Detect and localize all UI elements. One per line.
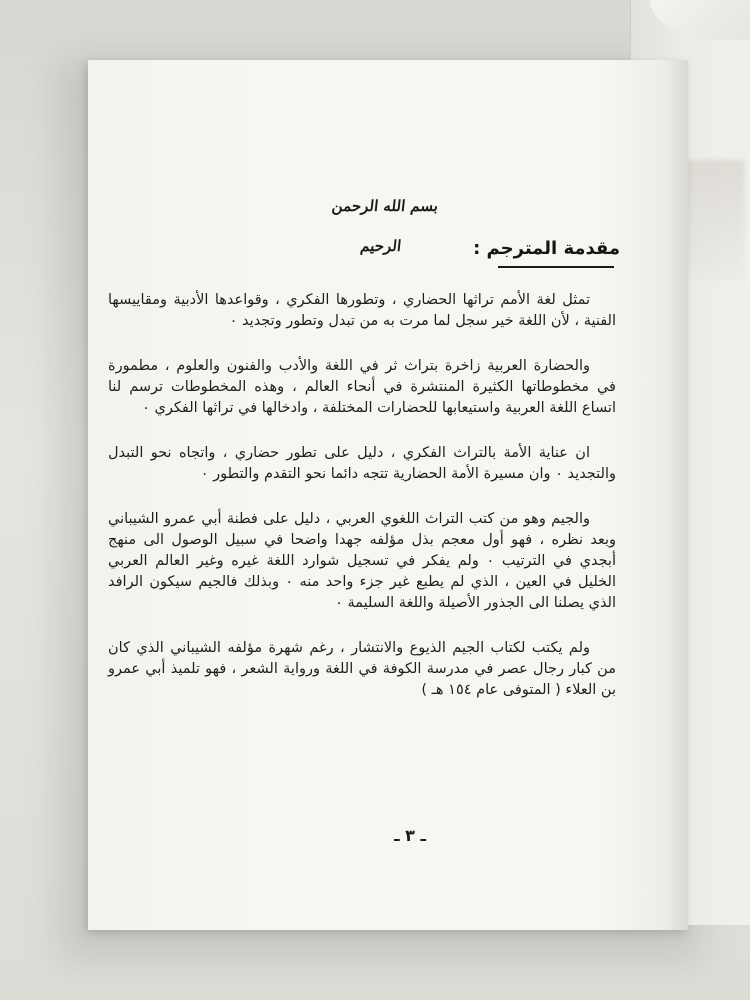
paragraph-3: ان عناية الأمة بالتراث الفكري ، دليل على تطور حضاري ، واتجاه نحو التبدل والتجديد ٠ وان مسيرة الأمة الحضارية تتجه دائما نحو التقدم والتطور ٠ (108, 445, 616, 482)
paragraph-5: ولم يكتب لكتاب الجيم الذيوع والانتشار ، رغم شهرة مؤلفه الشيباني الذي كان من كبار رجال عصر في مدرسة الكوفة في اللغة ورواية الشعر ، فهو تلميذ أبي عمرو بن العلاء ( المتوفى عام ١٥٤ هـ ) (108, 640, 616, 698)
paragraph-2: والحضارة العربية زاخرة بتراث ثر في اللغة والأدب والفنون والعلوم ، مطمورة في مخطوطاتها الكثيرة المنتشرة في أنحاء العالم ، وهذه المخطوطات ترسم لنا اتساع اللغة العربية واستيعابها للحضارات المختلفة ، وادخالها في تراثها الفكري ٠ (108, 358, 616, 416)
paragraph-1: تمثل لغة الأمم تراثها الحضاري ، وتطورها الفكري ، وقواعدها الأدبية ومقاييسها الفنية ، لأن اللغة خير سجل لما مرت به من تبدل وتطور وتجديد ٠ (108, 292, 616, 329)
paragraph-4: والجيم وهو من كتب التراث اللغوي العربي ، دليل على فطنة أبي عمرو الشيباني وبعد نظره ، فهو أول معجم بذل مؤلفه جهدا واضحا في سبيل الوصول الى منهج أبجدي في الترتيب ٠ ولم يفكر في تسجيل شوارد اللغة غيره وغير العالم العربي الخليل في العين ، الذي لم يطبع غير جزء واحد منه ٠ وبذلك فالجيم سيكون الرافد الذي يصلنا الى الجذور الأصيلة واللغة السليمة ٠ (108, 511, 616, 611)
basmala-calligraphy: بسم الله الرحمن الرحيم (330, 197, 439, 255)
section-heading: مقدمة المترجم : (473, 238, 620, 259)
heading-underline (498, 266, 614, 268)
page-number: ـ ٣ ـ (394, 826, 426, 845)
body-text (108, 290, 616, 725)
page-spine-shadow (664, 60, 688, 930)
